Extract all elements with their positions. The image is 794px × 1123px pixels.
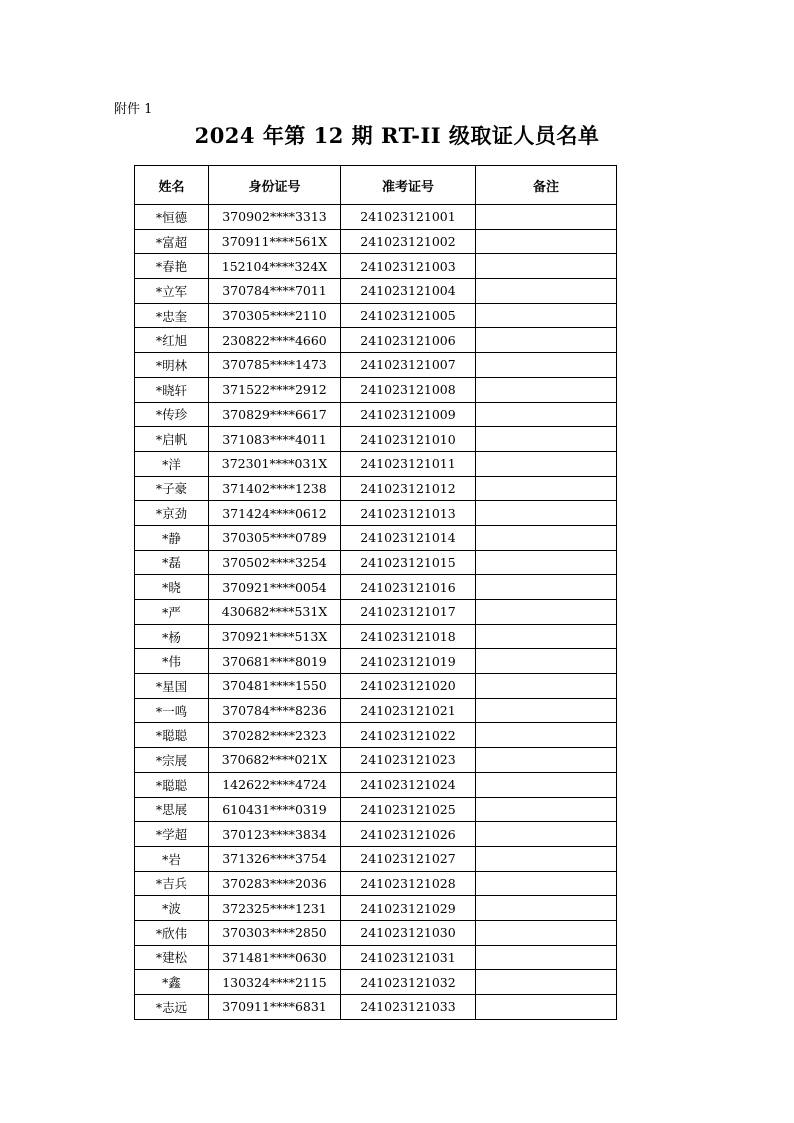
cell-remarks [476, 353, 617, 378]
table-row [135, 476, 617, 501]
cell-id-number: 130324****2115 [209, 970, 341, 995]
cell-remarks [476, 995, 617, 1020]
header-name: 姓名 [135, 166, 209, 205]
table-row [135, 501, 617, 526]
cell-name: *志远 [135, 995, 209, 1020]
cell-exam-number: 241023121012 [341, 476, 476, 501]
cell-name: *立军 [135, 279, 209, 304]
cell-remarks [476, 427, 617, 452]
cell-id-number: 370681****8019 [209, 649, 341, 674]
table-row [135, 550, 617, 575]
table-row [135, 377, 617, 402]
cell-name: *富超 [135, 229, 209, 254]
attachment-label: 附件 1 [114, 102, 153, 117]
cell-name: *波 [135, 896, 209, 921]
cell-remarks [476, 624, 617, 649]
header-remarks: 备注 [476, 166, 617, 205]
cell-name: *磊 [135, 550, 209, 575]
cell-id-number: 370784****8236 [209, 698, 341, 723]
cell-exam-number: 241023121025 [341, 797, 476, 822]
cell-id-number: 371402****1238 [209, 476, 341, 501]
cell-name: *春艳 [135, 254, 209, 279]
cell-name: *聪聪 [135, 772, 209, 797]
cell-exam-number: 241023121026 [341, 822, 476, 847]
cell-exam-number: 241023121027 [341, 846, 476, 871]
cell-exam-number: 241023121023 [341, 748, 476, 773]
cell-name: *严 [135, 600, 209, 625]
table-row [135, 674, 617, 699]
table-row [135, 353, 617, 378]
cell-exam-number: 241023121019 [341, 649, 476, 674]
cell-id-number: 372325****1231 [209, 896, 341, 921]
table-row [135, 205, 617, 230]
table-row [135, 254, 617, 279]
cell-remarks [476, 279, 617, 304]
cell-id-number: 230822****4660 [209, 328, 341, 353]
cell-remarks [476, 846, 617, 871]
cell-name: *吉兵 [135, 871, 209, 896]
cell-name: *启帆 [135, 427, 209, 452]
table-row [135, 698, 617, 723]
cell-name: *岩 [135, 846, 209, 871]
table-row [135, 772, 617, 797]
cell-exam-number: 241023121028 [341, 871, 476, 896]
table-row [135, 402, 617, 427]
cell-remarks [476, 377, 617, 402]
cell-exam-number: 241023121015 [341, 550, 476, 575]
cell-exam-number: 241023121014 [341, 525, 476, 550]
cell-remarks [476, 945, 617, 970]
cell-remarks [476, 229, 617, 254]
cell-id-number: 372301****031X [209, 451, 341, 476]
cell-exam-number: 241023121024 [341, 772, 476, 797]
table-row [135, 525, 617, 550]
cell-name: *聪聪 [135, 723, 209, 748]
table-row [135, 945, 617, 970]
cell-remarks [476, 402, 617, 427]
cell-name: *红旭 [135, 328, 209, 353]
cell-exam-number: 241023121009 [341, 402, 476, 427]
table-row [135, 748, 617, 773]
cell-exam-number: 241023121010 [341, 427, 476, 452]
cell-id-number: 370911****6831 [209, 995, 341, 1020]
cell-exam-number: 241023121030 [341, 920, 476, 945]
cell-name: *思展 [135, 797, 209, 822]
table-row [135, 624, 617, 649]
cell-id-number: 370481****1550 [209, 674, 341, 699]
table-row [135, 723, 617, 748]
cell-id-number: 370282****2323 [209, 723, 341, 748]
cell-name: *建松 [135, 945, 209, 970]
cell-remarks [476, 920, 617, 945]
cell-name: *鑫 [135, 970, 209, 995]
cell-name: *学超 [135, 822, 209, 847]
cell-remarks [476, 501, 617, 526]
cell-name: *明林 [135, 353, 209, 378]
cell-remarks [476, 525, 617, 550]
cell-remarks [476, 328, 617, 353]
cell-exam-number: 241023121011 [341, 451, 476, 476]
cell-name: *欣伟 [135, 920, 209, 945]
cell-id-number: 371083****4011 [209, 427, 341, 452]
cell-exam-number: 241023121029 [341, 896, 476, 921]
cell-exam-number: 241023121003 [341, 254, 476, 279]
table-row [135, 846, 617, 871]
cell-exam-number: 241023121021 [341, 698, 476, 723]
cell-remarks [476, 970, 617, 995]
cell-remarks [476, 575, 617, 600]
cell-remarks [476, 723, 617, 748]
cell-name: *忠奎 [135, 303, 209, 328]
cell-id-number: 370829****6617 [209, 402, 341, 427]
cell-exam-number: 241023121002 [341, 229, 476, 254]
cell-remarks [476, 772, 617, 797]
cell-exam-number: 241023121018 [341, 624, 476, 649]
cell-exam-number: 241023121033 [341, 995, 476, 1020]
cell-remarks [476, 674, 617, 699]
table-row [135, 995, 617, 1020]
cell-name: *静 [135, 525, 209, 550]
cell-remarks [476, 476, 617, 501]
table-row [135, 600, 617, 625]
table-row [135, 303, 617, 328]
cell-name: *传珍 [135, 402, 209, 427]
cell-exam-number: 241023121007 [341, 353, 476, 378]
cell-exam-number: 241023121022 [341, 723, 476, 748]
cell-remarks [476, 822, 617, 847]
cell-exam-number: 241023121008 [341, 377, 476, 402]
cell-exam-number: 241023121001 [341, 205, 476, 230]
cell-id-number: 370784****7011 [209, 279, 341, 304]
cell-name: *晓轩 [135, 377, 209, 402]
cell-id-number: 152104****324X [209, 254, 341, 279]
cell-name: *京劲 [135, 501, 209, 526]
cell-name: *子豪 [135, 476, 209, 501]
cell-id-number: 371481****0630 [209, 945, 341, 970]
cell-exam-number: 241023121016 [341, 575, 476, 600]
table-row [135, 970, 617, 995]
header-id-number: 身份证号 [209, 166, 341, 205]
header-exam-number: 准考证号 [341, 166, 476, 205]
cell-id-number: 430682****531X [209, 600, 341, 625]
cell-id-number: 370921****0054 [209, 575, 341, 600]
cell-id-number: 370502****3254 [209, 550, 341, 575]
cell-id-number: 370682****021X [209, 748, 341, 773]
table-row [135, 451, 617, 476]
cell-id-number: 370283****2036 [209, 871, 341, 896]
cell-exam-number: 241023121004 [341, 279, 476, 304]
cell-name: *一鸣 [135, 698, 209, 723]
cell-remarks [476, 698, 617, 723]
cell-id-number: 370911****561X [209, 229, 341, 254]
table-row [135, 871, 617, 896]
cell-id-number: 371326****3754 [209, 846, 341, 871]
cell-remarks [476, 748, 617, 773]
cell-name: *恒德 [135, 205, 209, 230]
table-row [135, 575, 617, 600]
cell-name: *杨 [135, 624, 209, 649]
table-header-row [135, 166, 617, 205]
cell-remarks [476, 451, 617, 476]
roster-table [134, 165, 617, 1020]
cell-exam-number: 241023121031 [341, 945, 476, 970]
cell-id-number: 370303****2850 [209, 920, 341, 945]
cell-id-number: 142622****4724 [209, 772, 341, 797]
cell-id-number: 370123****3834 [209, 822, 341, 847]
table-row [135, 328, 617, 353]
cell-id-number: 370902****3313 [209, 205, 341, 230]
cell-id-number: 371424****0612 [209, 501, 341, 526]
cell-remarks [476, 896, 617, 921]
cell-name: *伟 [135, 649, 209, 674]
table-row [135, 896, 617, 921]
cell-exam-number: 241023121013 [341, 501, 476, 526]
cell-remarks [476, 205, 617, 230]
table-row [135, 920, 617, 945]
table-row [135, 649, 617, 674]
cell-exam-number: 241023121006 [341, 328, 476, 353]
table-row [135, 822, 617, 847]
cell-name: *洋 [135, 451, 209, 476]
cell-name: *晓 [135, 575, 209, 600]
cell-remarks [476, 254, 617, 279]
table-row [135, 797, 617, 822]
cell-name: *宗展 [135, 748, 209, 773]
table-row [135, 229, 617, 254]
cell-exam-number: 241023121017 [341, 600, 476, 625]
cell-id-number: 370305****2110 [209, 303, 341, 328]
cell-id-number: 371522****2912 [209, 377, 341, 402]
cell-id-number: 370921****513X [209, 624, 341, 649]
cell-remarks [476, 649, 617, 674]
table-body [135, 205, 617, 1020]
cell-remarks [476, 600, 617, 625]
table-row [135, 427, 617, 452]
cell-remarks [476, 871, 617, 896]
cell-exam-number: 241023121032 [341, 970, 476, 995]
table-row [135, 279, 617, 304]
cell-name: *星国 [135, 674, 209, 699]
cell-remarks [476, 797, 617, 822]
cell-id-number: 370305****0789 [209, 525, 341, 550]
cell-remarks [476, 303, 617, 328]
page-title: 2024 年第 12 期 RT-II 级取证人员名单 [194, 123, 600, 148]
cell-remarks [476, 550, 617, 575]
cell-exam-number: 241023121020 [341, 674, 476, 699]
cell-id-number: 610431****0319 [209, 797, 341, 822]
cell-exam-number: 241023121005 [341, 303, 476, 328]
cell-id-number: 370785****1473 [209, 353, 341, 378]
